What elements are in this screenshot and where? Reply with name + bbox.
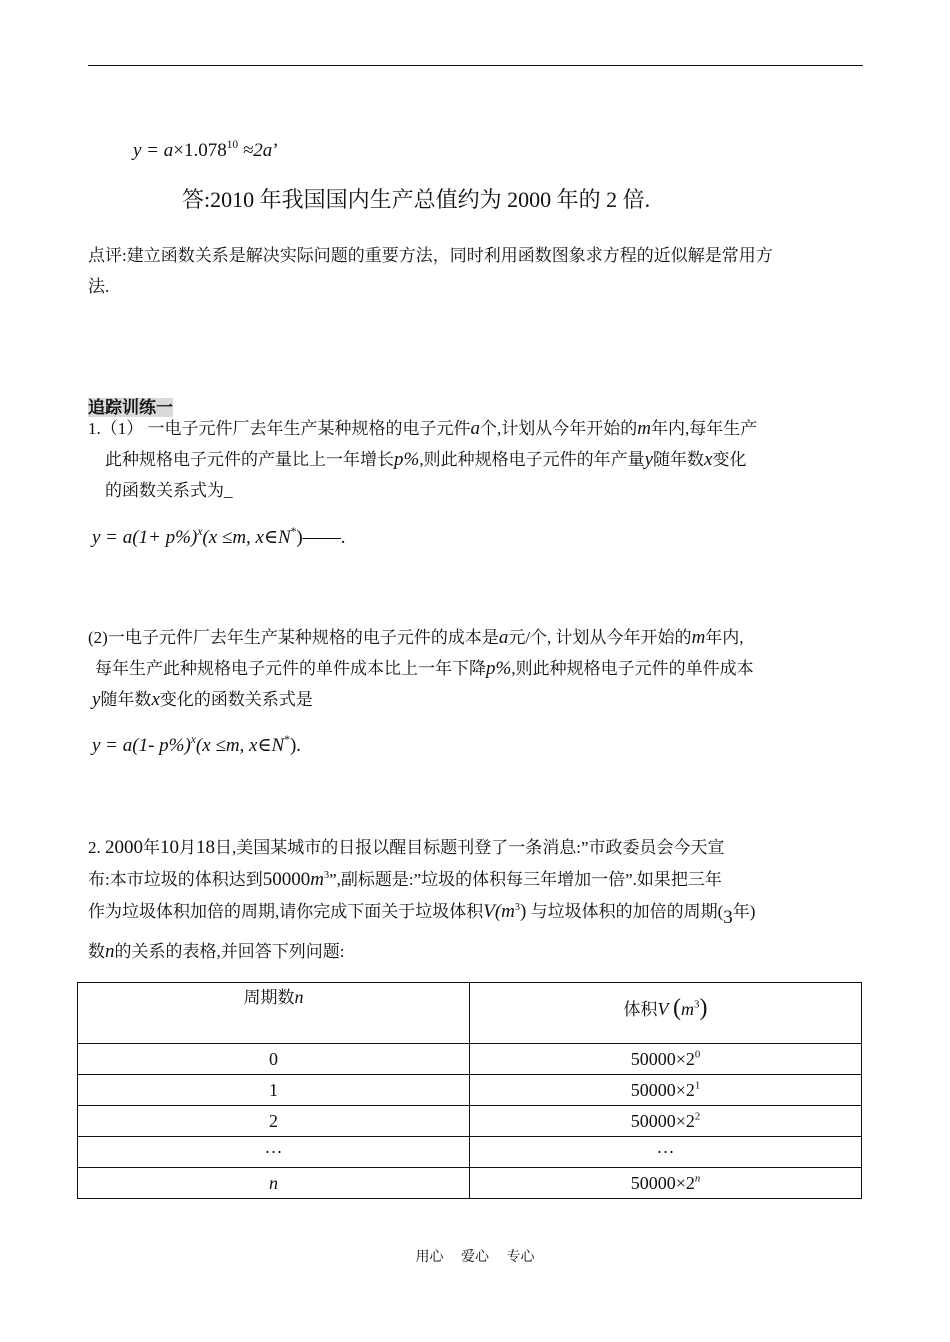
table-row: [78, 1168, 862, 1199]
q1p2-line-2: 每年生产此种规格电子元件的单件成本比上一年下降p%,则此种规格电子元件的单件成本: [95, 658, 754, 679]
period-cell: n: [78, 1168, 470, 1199]
answer-line: 答:2010 年我国国内生产总值约为 2000 年的 2 倍.: [182, 187, 651, 212]
q1p1-line-1: 1.（1） 一电子元件厂去年生产某种规格的电子元件a个,计划从今年开始的m年内,每年生产: [88, 418, 758, 439]
volume-cell: $50000\times 2^n$: [470, 1168, 862, 1199]
q1p2-line-3: y随年数x变化的函数关系式是: [92, 689, 313, 710]
header-volume: 体积V $(m^3)$: [470, 983, 862, 1044]
q2-line-2: 布:本市垃圾的体积达到$50000m^3$”,副标题是:”垃圾的体积每三年增加一倍”.如果把三年: [88, 869, 722, 890]
table-row: [78, 1137, 862, 1168]
q2-line-3: 作为垃圾体积加倍的周期,请你完成下面关于垃圾体积$V(m^3)$ 与垃圾体积的加倍的周期(3年): [88, 901, 756, 928]
q1-part1: [88, 413, 757, 506]
volume-cell: $50000\times 2^1$: [470, 1075, 862, 1106]
volume-cell: ···: [470, 1137, 862, 1168]
q2-line-1: 2. 2000年10月18日,美国某城市的日报以醒目标题刊登了一条消息:”市政委员会今天宣: [88, 837, 725, 858]
q2-line-4: 数n的关系的表格,并回答下列问题:: [88, 941, 345, 962]
q1p2-formula: y = a(1- p%)$^x$(x ≤m, x∈N*).: [92, 734, 302, 756]
q1p1-line-3: 的函数关系式为_: [105, 481, 233, 500]
q1-part2: [88, 622, 754, 715]
q1p2-line-1: (2)一电子元件厂去年生产某种规格的电子元件的成本是a元/个, 计划从今年开始的m年内,: [88, 627, 744, 648]
period-cell: 2: [78, 1106, 470, 1137]
volume-table: [77, 982, 862, 1199]
q1p1-line-2: 此种规格电子元件的产量比上一年增长p%,则此种规格电子元件的年产量y随年数x变化: [105, 449, 747, 470]
volume-cell: $50000\times 2^0$: [470, 1044, 862, 1075]
q2-paragraph: [88, 832, 755, 968]
volume-cell: $50000\times 2^2$: [470, 1106, 862, 1137]
q1p1-formula: $y = a(1+ p\%)^x(x \le m$, x∈N*)——.: [92, 526, 346, 548]
header-rule: [88, 65, 863, 66]
table-row: [78, 1075, 862, 1106]
table-row: [78, 1044, 862, 1075]
section-title: 追踪训练一: [88, 398, 173, 417]
table-header-row: [78, 983, 862, 1044]
period-cell: ···: [78, 1137, 470, 1168]
table-row: [78, 1106, 862, 1137]
comment-line-2: 法.: [88, 277, 110, 296]
page-footer: 用心 爱心 专心: [415, 1250, 535, 1265]
equation-top: $y = a\times 1.078^{10} \approx 2a$’: [133, 139, 279, 161]
period-cell: 1: [78, 1075, 470, 1106]
comment-paragraph: [88, 240, 773, 302]
header-period: 周期数n: [78, 983, 470, 1044]
period-cell: 0: [78, 1044, 470, 1075]
comment-line-1: 点评:建立函数关系是解决实际问题的重要方法，同时利用函数图象求方程的近似解是常用方: [88, 246, 773, 265]
